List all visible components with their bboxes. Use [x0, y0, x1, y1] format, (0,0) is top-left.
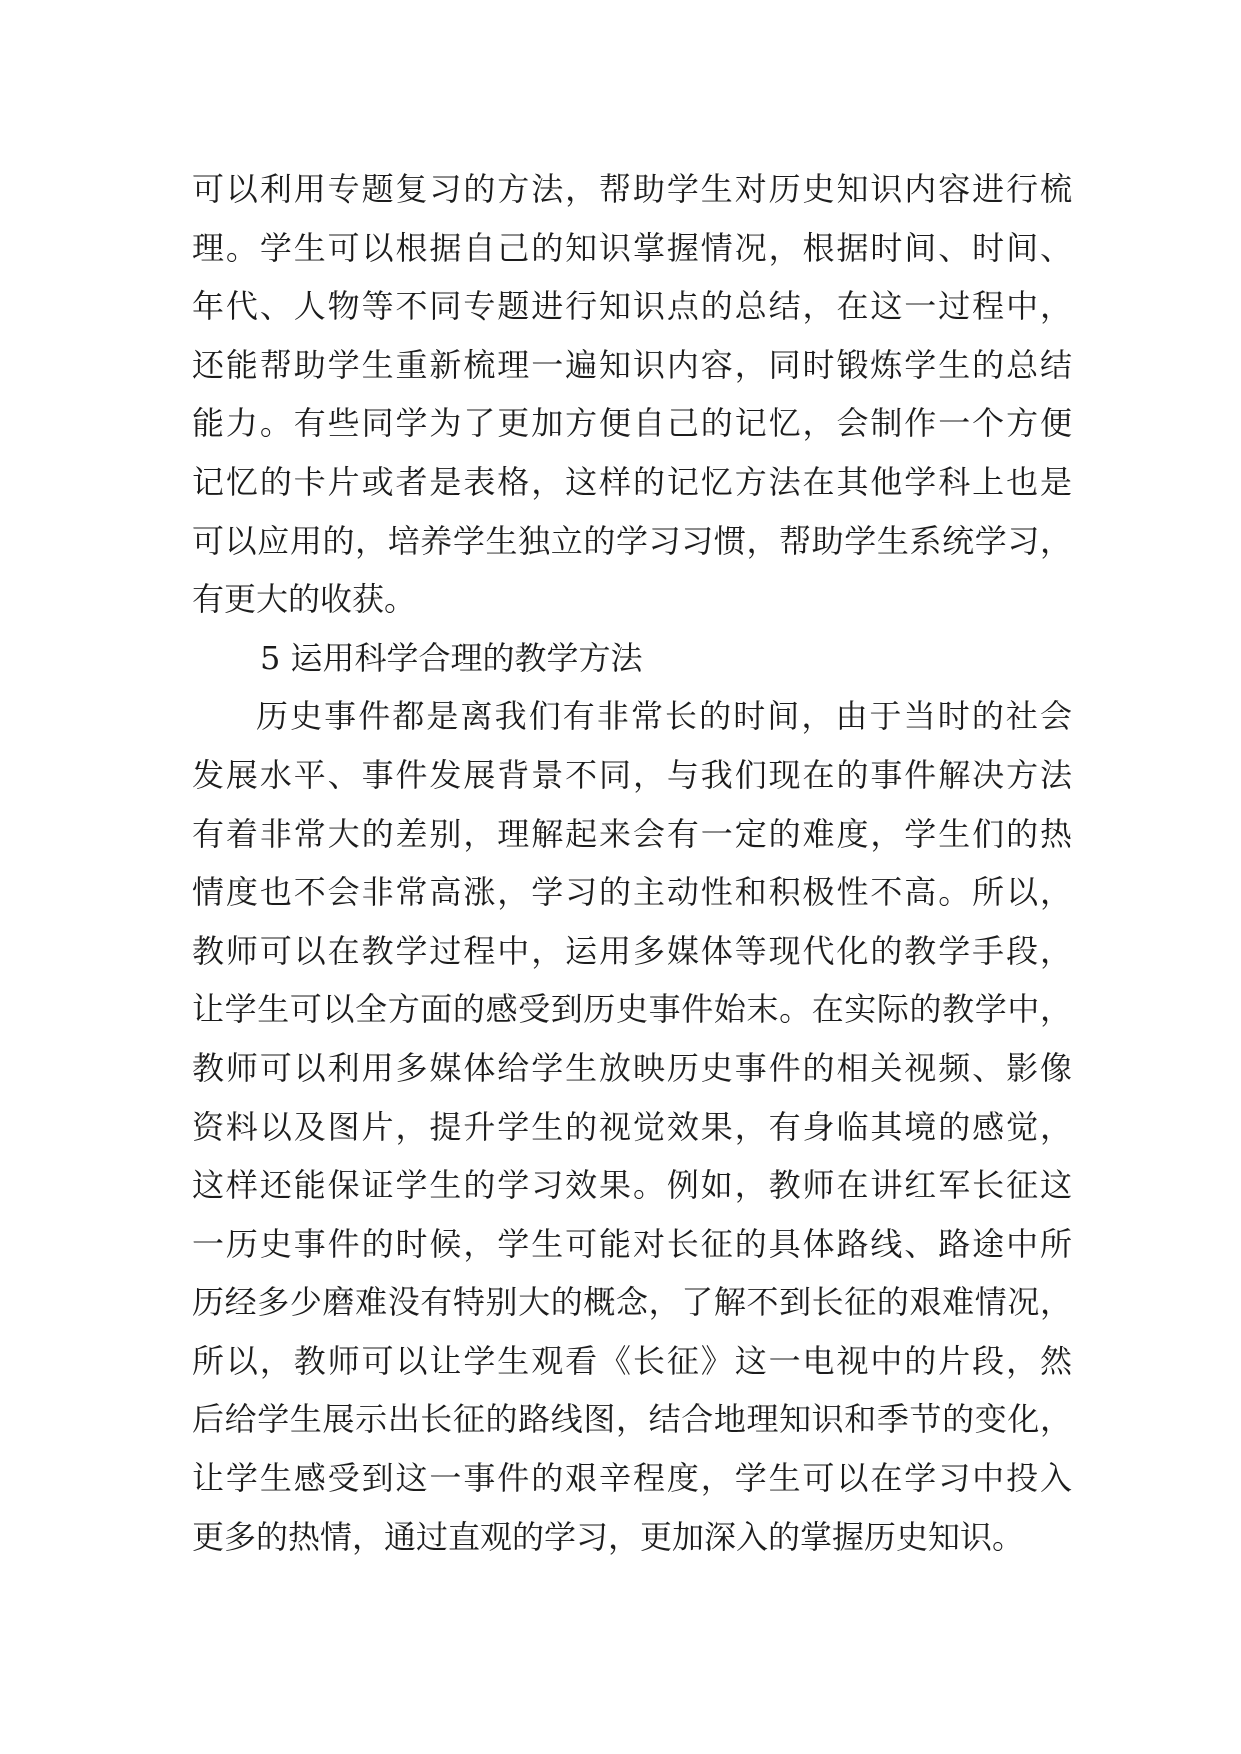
- paragraph-line: 可以利用专题复习的方法，帮助学生对历史知识内容进行梳: [192, 170, 1072, 208]
- paragraph-line: 教师可以在教学过程中，运用多媒体等现代化的教学手段，: [192, 931, 1072, 970]
- paragraph-line: 有更大的收获。: [192, 580, 417, 619]
- paragraph-line: 可以应用的，培养学生独立的学习习惯，帮助学生系统学习，: [192, 521, 1072, 560]
- paragraph-line: 发展水平、事件发展背景不同，与我们现在的事件解决方法: [192, 755, 1072, 794]
- paragraph-line: 有着非常大的差别，理解起来会有一定的难度，学生们的热: [192, 814, 1072, 853]
- paragraph-line: 还能帮助学生重新梳理一遍知识内容，同时锻炼学生的总结: [192, 345, 1072, 384]
- paragraph-line: 所以，教师可以让学生观看《长征》这一电视中的片段，然: [192, 1341, 1072, 1380]
- paragraph-line: 历史事件都是离我们有非常长的时间，由于当时的社会: [256, 697, 1072, 736]
- paragraph-1: [192, 160, 1072, 629]
- paragraph-line: 一历史事件的时候，学生可能对长征的具体路线、路途中所: [192, 1224, 1072, 1263]
- paragraph-line: 记忆的卡片或者是表格，这样的记忆方法在其他学科上也是: [192, 462, 1072, 501]
- document-body: [192, 160, 1072, 1566]
- paragraph-line: 历经多少磨难没有特别大的概念，了解不到长征的艰难情况，: [192, 1283, 1072, 1322]
- paragraph-line: 这样还能保证学生的学习效果。例如，教师在讲红军长征这: [192, 1166, 1072, 1205]
- section-heading: 5 运用科学合理的教学方法: [260, 638, 643, 677]
- paragraph-line: 理。学生可以根据自己的知识掌握情况，根据时间、时间、: [192, 228, 1072, 267]
- paragraph-line: 年代、人物等不同专题进行知识点的总结，在这一过程中，: [192, 287, 1072, 326]
- paragraph-line: 资料以及图片，提升学生的视觉效果，有身临其境的感觉，: [192, 1107, 1072, 1146]
- paragraph-2: [192, 687, 1072, 1566]
- paragraph-line: 让学生可以全方面的感受到历史事件始末。在实际的教学中，: [192, 990, 1072, 1029]
- paragraph-line: 教师可以利用多媒体给学生放映历史事件的相关视频、影像: [192, 1048, 1072, 1087]
- paragraph-line: 能力。有些同学为了更加方便自己的记忆，会制作一个方便: [192, 404, 1072, 443]
- paragraph-line: 更多的热情，通过直观的学习，更加深入的掌握历史知识。: [192, 1517, 1025, 1556]
- paragraph-line: 让学生感受到这一事件的艰辛程度，学生可以在学习中投入: [192, 1459, 1072, 1498]
- paragraph-line: 情度也不会非常高涨，学习的主动性和积极性不高。所以，: [192, 873, 1072, 912]
- paragraph-line: 后给学生展示出长征的路线图，结合地理知识和季节的变化，: [192, 1400, 1072, 1439]
